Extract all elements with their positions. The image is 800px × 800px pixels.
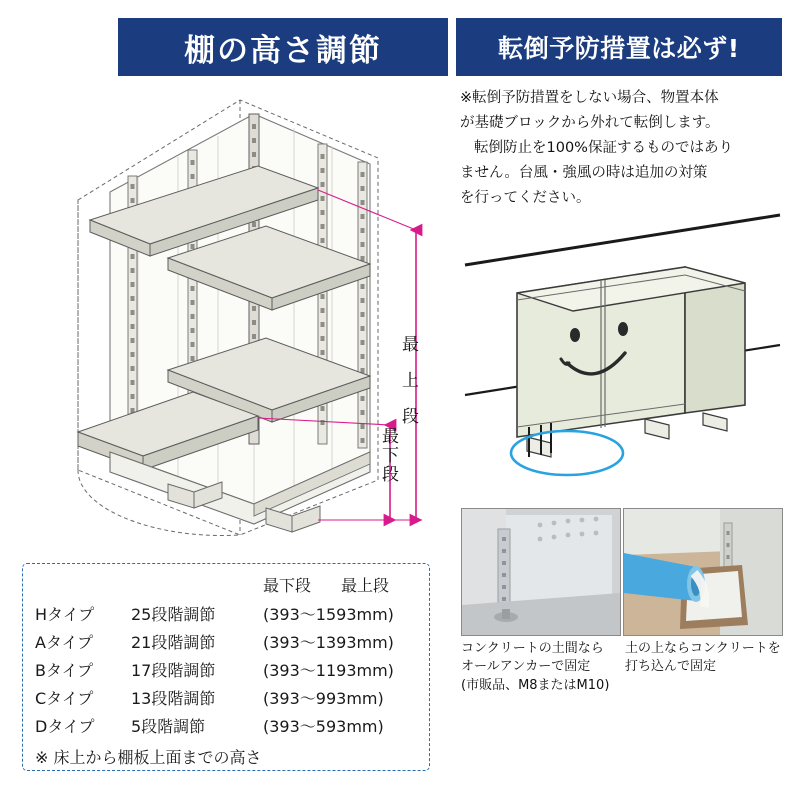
th-lowest: 最下段	[263, 576, 312, 595]
table-row	[35, 599, 419, 627]
caption-line: 土の上ならコンクリートを	[625, 641, 781, 656]
cell-range: (393〜593mm)	[263, 716, 384, 736]
note-line-5: を行ってください。	[460, 189, 591, 206]
tipover-note-text	[460, 86, 786, 211]
cell-type: Hタイプ	[35, 604, 95, 624]
cell-type: Cタイプ	[35, 688, 94, 708]
cell-range: (393〜1393mm)	[263, 632, 394, 652]
caption-line: コンクリートの土間なら	[461, 641, 604, 656]
photo-soil-concrete	[623, 508, 783, 636]
cell-steps: 13段階調節	[131, 688, 216, 708]
cell-steps: 21段階調節	[131, 632, 216, 652]
caption-soil-concrete	[625, 640, 787, 677]
caption-line: 打ち込んで固定	[625, 659, 717, 675]
section-title-tipover-prevention: 転倒予防措置は必ず!	[456, 18, 782, 76]
section-title-shelf-height: 棚の高さ調節	[118, 18, 448, 76]
note-line-3: 転倒防止を100%保証するものではあり	[474, 139, 733, 156]
caption-line: オールアンカーで固定	[461, 659, 591, 675]
cell-type: Bタイプ	[35, 660, 94, 680]
table-row	[35, 711, 419, 739]
shelf-height-illustration	[18, 80, 448, 550]
dimension-label-top: 最上段	[398, 335, 418, 424]
caption-line: (市販品、M8またはM10)	[461, 677, 610, 693]
photo-concrete-anchor	[461, 508, 621, 636]
table-row	[35, 655, 419, 683]
caption-concrete-anchor	[461, 640, 623, 695]
cell-range: (393〜993mm)	[263, 688, 384, 708]
note-line-2: が基礎ブロックから外れて転倒します。	[460, 114, 720, 131]
cell-type: Dタイプ	[35, 716, 95, 736]
cell-range: (393〜1193mm)	[263, 660, 394, 680]
table-header-row	[35, 572, 419, 599]
table-row	[35, 683, 419, 711]
note-line-1: ※転倒予防措置をしない場合、物置本体	[460, 90, 719, 106]
th-blank-steps	[131, 572, 263, 599]
th-highest: 最上段	[340, 576, 389, 595]
cell-steps: 5段階調節	[131, 716, 206, 736]
cell-range: (393〜1593mm)	[263, 604, 394, 624]
tipover-illustration	[455, 205, 790, 505]
cell-steps: 17段階調節	[131, 660, 216, 680]
table-footnote: ※ 床上から棚板上面までの高さ	[35, 748, 262, 767]
th-blank-type	[35, 572, 131, 599]
cell-type: Aタイプ	[35, 632, 94, 652]
cell-steps: 25段階調節	[131, 604, 216, 624]
table-row	[35, 627, 419, 655]
shelf-spec-table	[22, 563, 430, 771]
note-line-4: ません。台風・強風の時は追加の対策	[460, 164, 708, 181]
dimension-label-bottom: 最下段	[382, 427, 399, 485]
